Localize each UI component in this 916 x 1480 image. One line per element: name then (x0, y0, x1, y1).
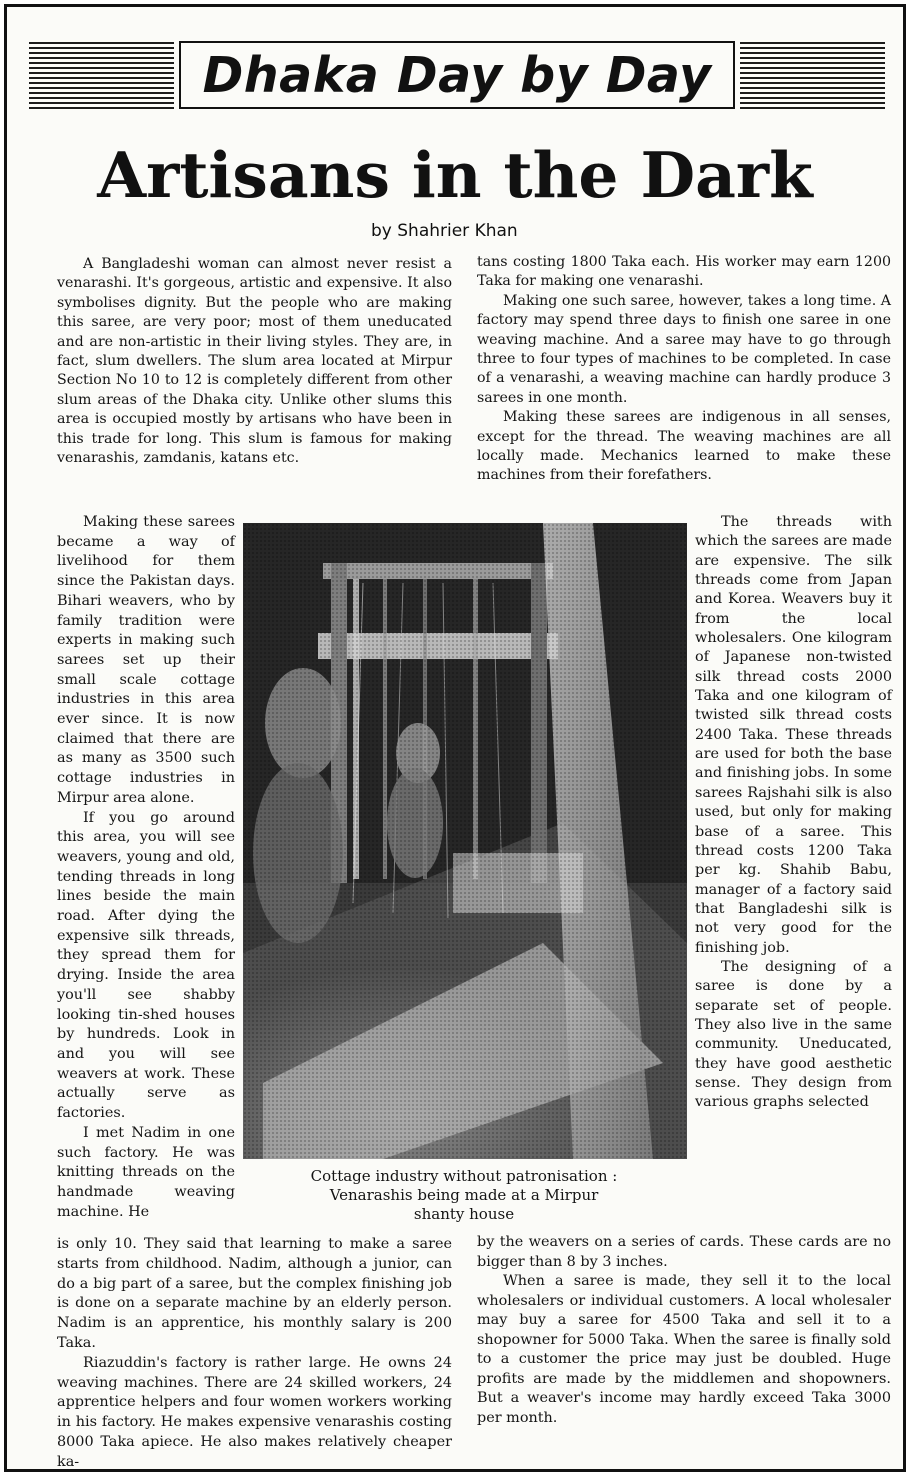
column-title-box (179, 41, 735, 109)
text-column-mid-right (695, 513, 892, 1113)
paragraph: Making these sarees became a way of livelihood for them since the Pakistan days. Bihari weavers, who by family tradition were experts in making such sarees set up their small scale cottage industries in this area ever since. It is now claimed that there are as many as 3500 such cottage industries in Mirpur area alone. (57, 514, 235, 806)
text-column-bottom-right (477, 1233, 891, 1428)
newspaper-page (4, 4, 906, 1472)
paragraph: Making one such saree, however, takes a long time. A factory may spend three days to finish one saree in one weaving machine. And a saree may have to go through three to four types of machines to be completed. In case of a venarashi, a weaving machine can hardly produce 3 sarees in one month. (477, 292, 891, 406)
article-photo (243, 523, 687, 1159)
text-column-bottom-left (57, 1235, 452, 1473)
column-masthead (29, 41, 885, 109)
paragraph: Making these sarees are indigenous in all senses, except for the thread. The weaving machines are all locally made. Mechanics learned to make these machines from their forefathers. (477, 409, 891, 484)
paragraph: If you go around this area, you will see weavers, young and old, tending threads in long lines beside the main road. After dying the expensive silk threads, they spread them for drying. Inside the area you'll see shabby looking tin-shed houses by hundreds. Look in and you will see weavers at work. These actually serve as factories. (57, 809, 235, 1122)
photo-caption (269, 1167, 659, 1224)
paragraph: I met Nadim in one such factory. He was knitting threads on the handmade weaving machine. He (57, 1124, 235, 1220)
masthead-hatch-left (29, 41, 174, 109)
paragraph: The threads with which the sarees are made are expensive. The silk threads come from Japan and Korea. Weavers buy it from the local wholesalers. One kilogram of Japanese non-twisted silk thread costs 2000 Taka and one kilogram of twisted silk thread costs 2400 Taka. These threads are used for both the base and finishing jobs. In some sarees Rajshahi silk is also used, but only for making base of a saree. This thread costs 1200 Taka per kg. Shahib Babu, manager of a factory said that Bangladeshi silk is not very good for the finishing job. (695, 514, 892, 956)
text-column-top-right (477, 253, 891, 486)
column-title: Dhaka Day by Day (202, 46, 712, 104)
paragraph: When a saree is made, they sell it to the local wholesalers or individual customers. A local wholesaler may buy a saree for 4500 Taka and sell it to a shopowner for 5000 Taka. When the saree is finally sold to a customer the price may just be doubled. Huge profits are made by the middlemen and shopowners. But a weaver's income may hardly exceed Taka 3000 per month. (477, 1273, 891, 1426)
caption-line: Venarashis being made at a Mirpur (329, 1186, 599, 1204)
paragraph-continued: tans costing 1800 Taka each. His worker may earn 1200 Taka for making one venarashi. (477, 254, 891, 290)
caption-line: Cottage industry without patronisation : (310, 1167, 618, 1185)
byline: by Shahrier Khan (371, 221, 518, 241)
paragraph-intro: A Bangladeshi woman can almost never resist a venarashi. It's gorgeous, artistic and expensive. It also symbolises dignity. But the people who are making this saree, are very poor; most of them uneducated and are non-artistic in their living styles. They are, in fact, slum dwellers. The slum area located at Mirpur Section No 10 to 12 is completely different from other slum areas of the Dhaka city. Unlike other slums this area is occupied mostly by artisans who have been in this trade for long. This slum is famous for making venarashis, zamdanis, katans etc. (57, 256, 452, 467)
weaving-loom-photo (243, 523, 687, 1159)
paragraph: Riazuddin's factory is rather large. He owns 24 weaving machines. There are 24 skilled workers, 24 apprentice helpers and four women workers working in his factory. He makes expensive venarashis costing 8000 Taka apiece. He also makes relatively cheaper ka- (57, 1354, 452, 1470)
paragraph: The designing of a saree is done by a separate set of people. They also live in the same community. Uneducated, they have good aesthetic sense. They design from various graphs selected (695, 958, 892, 1111)
headline: Artisans in the Dark (97, 138, 813, 212)
text-column-top-left (57, 255, 452, 468)
paragraph-continued: by the weavers on a series of cards. These cards are no bigger than 8 by 3 inches. (477, 1234, 891, 1270)
masthead-hatch-right (740, 41, 885, 109)
text-column-mid-left (57, 513, 235, 1222)
paragraph-continued: is only 10. They said that learning to make a saree starts from childhood. Nadim, although a junior, can do a big part of a saree, but the complex finishing job is done on a separate machine by an elderly person. Nadim is an apprentice, his monthly salary is 200 Taka. (57, 1236, 452, 1351)
caption-line: shanty house (413, 1205, 515, 1223)
